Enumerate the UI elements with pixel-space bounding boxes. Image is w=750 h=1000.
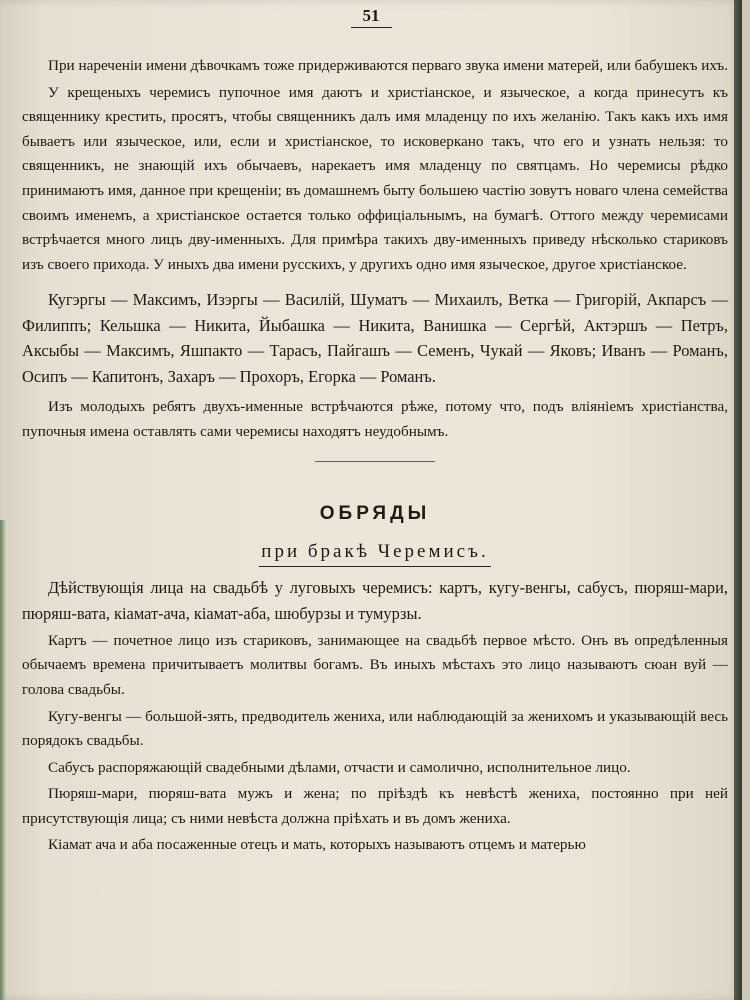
paragraph-young-people: Изъ молодыхъ ребятъ двухъ-именные встрѣчаются рѣже, потому что, подъ вліяніемъ христіанства, пупочныя имена оставлять сами черемисы находятъ неудобнымъ. [22,398,728,440]
paragraph-baptized-names: У крещеныхъ черемисъ пупочное имя даютъ и христіанское, и языческое, а когда принесутъ къ священнику крестить, просятъ, чтобы священникъ далъ имя младенцу по ихъ желанію. Такъ какъ ихъ имя бываетъ или языческое, или, если и христіанское, то исковеркано такъ, что его и узнать нельзя: то священникъ, не знающій ихъ обычаевъ, нарекаетъ имя младенцу по святцамъ. Но черемисы рѣдко принимаютъ имя, данное при крещеніи; въ домашнемъ быту большею частію зовутъ новаго члена семейства своимъ именемъ, а христіанское остается только оффиціальнымъ, на бумагѣ. Оттого между черемисами встрѣчается много лицъ дву-именныхъ. Для примѣра такихъ дву-именныхъ приведу нѣсколько стариковъ изъ своего прихода. У иныхъ два имени русскихъ, у другихъ одно имя языческое, другое христіанское. [22,83,728,273]
page-number-text: 51 [351,6,392,28]
paragraph-wedding-roles: Дѣйствующія лица на свадьбѣ у луговыхъ черемисъ: картъ, кугу-венгы, сабусъ, пюряш-мари, пюряш-вата, кіамат-ача, кіамат-аба, шюбурзы и тумурзы. [22,577,728,623]
names-list: Кугэргы — Максимъ, Изэргы — Василій, Шуматъ — Михаилъ, Ветка — Григорій, Акпарсъ — Филиппъ; Кельшка — Никита, Йыбашка — Никита, Ванишка — Сергѣй, Актэршъ — Петръ, Аксыбы — Максимъ, Яшпакто — Тарасъ, Пайгашъ — Семенъ, Чукай — Яковъ; Иванъ — Романъ, Осипъ — Капитонъ, Захаръ — Прохоръ, Егорка — Романъ. [22,290,728,386]
adjacent-page-edge [0,520,6,1000]
paragraph-kart: Картъ — почетное лицо изъ стариковъ, занимающее на свадьбѣ первое мѣсто. Онъ въ опредѣленныя обычаемъ времена причитываетъ молитвы богамъ. Въ иныхъ мѣстахъ это лицо называютъ сюан вуй — голова свадьбы. [22,631,728,698]
paragraph-kugu-vengy: Кугу-венгы — большой-зять, предводитель жениха, или наблюдающій за женихомъ и указывающій весь порядокъ свадьбы. [22,707,728,750]
paragraph-sabus: Сабусъ распоряжающій свадебными дѣлами, отчасти и самолично, исполнительное лицо. [48,758,631,776]
section-heading: ОБРЯДЫ [319,502,431,524]
section-subheading-text: при бракѣ Черемисъ. [259,540,490,567]
paragraph-kiamat: Кіамат ача и аба посаженные отецъ и мать, которыхъ называютъ отцемъ и матерью [48,836,586,854]
page-number [0,6,742,28]
page-content [22,54,728,860]
section-divider [315,461,435,462]
paragraph-pyuryash: Пюряш-мари, пюряш-вата мужъ и жена; по пріѣздѣ къ невѣстѣ жениха, постоянно при ней присутствующія лица; съ ними невѣста должна пріѣхать и въ домъ жениха. [22,785,728,827]
section-subheading [22,540,728,567]
paragraph-girls-naming: При нареченіи имени дѣвочкамъ тоже придерживаются перваго звука имени матерей, или бабушекъ ихъ. [48,57,729,74]
book-spine-edge [734,0,742,1000]
